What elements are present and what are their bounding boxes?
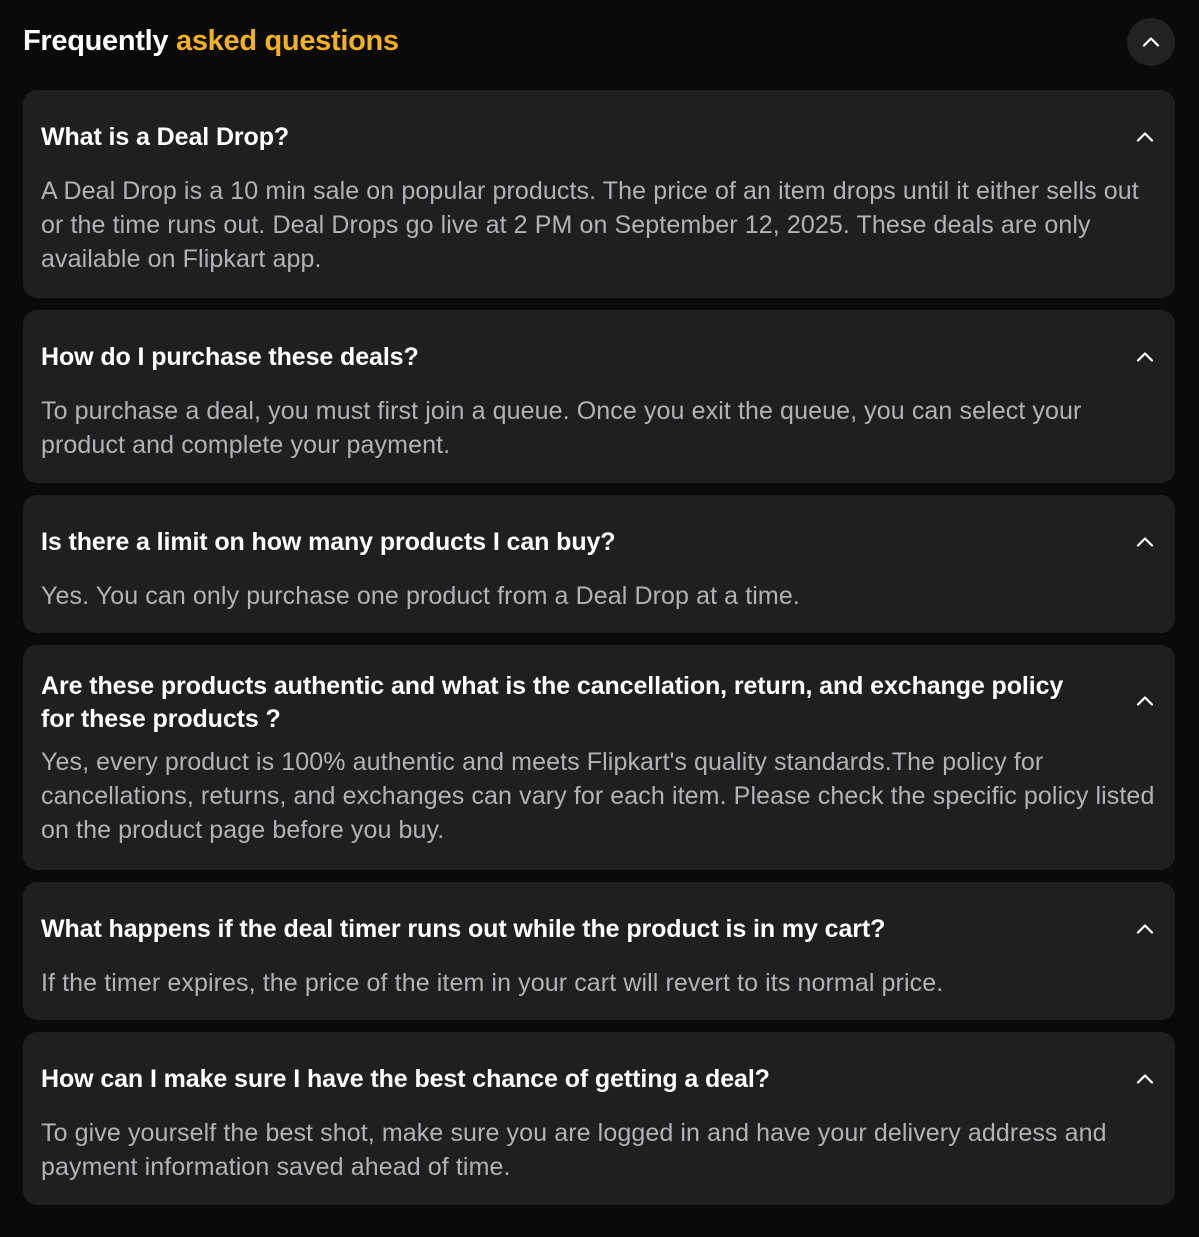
faq-answer: Yes, every product is 100% authentic and meets Flipkart's quality standards.The policy for cancellations, returns, and exchanges can vary for each item. Please check the specific policy listed on the product page before you buy. [41, 748, 1155, 844]
faq-item[interactable] [23, 882, 1175, 1020]
faq-question-row[interactable] [41, 882, 1157, 976]
faq-header [23, 0, 1175, 90]
title-plain: Frequently [23, 24, 169, 57]
faq-answer: To purchase a deal, you must first join a queue. Once you exit the queue, you can select your product and complete your payment. [41, 397, 1082, 459]
faq-question: Is there a limit on how many products I can buy? [41, 527, 616, 556]
faq-question-row[interactable] [41, 90, 1157, 184]
faq-question: What happens if the deal timer runs out while the product is in my cart? [41, 914, 886, 943]
chevron-up-icon[interactable] [1127, 339, 1163, 375]
faq-item[interactable] [23, 310, 1175, 483]
chevron-up-icon[interactable] [1127, 524, 1163, 560]
title-accent: asked questions [176, 24, 399, 57]
faq-question-row[interactable] [41, 1032, 1157, 1126]
faq-question-row[interactable] [41, 310, 1157, 404]
faq-item[interactable] [23, 495, 1175, 633]
faq-item[interactable] [23, 645, 1175, 870]
chevron-up-icon[interactable] [1127, 119, 1163, 155]
page-title [23, 25, 399, 58]
faq-question-row[interactable] [41, 645, 1157, 757]
faq-question: How do I purchase these deals? [41, 342, 419, 371]
chevron-up-icon[interactable] [1127, 911, 1163, 947]
faq-answer: Yes. You can only purchase one product from a Deal Drop at a time. [41, 582, 800, 610]
chevron-up-icon[interactable] [1127, 683, 1163, 719]
faq-question: What is a Deal Drop? [41, 122, 290, 151]
faq-answer: To give yourself the best shot, make sure you are logged in and have your delivery address and payment information saved ahead of time. [41, 1119, 1107, 1181]
faq-item[interactable] [23, 1032, 1175, 1205]
collapse-all-button[interactable] [1127, 18, 1175, 66]
chevron-up-icon [1141, 32, 1161, 52]
faq-question: Are these products authentic and what is the cancellation, return, and exchange policy for these products ? [41, 672, 1064, 733]
faq-question-row[interactable] [41, 495, 1157, 589]
faq-answer: A Deal Drop is a 10 min sale on popular products. The price of an item drops until it either sells out or the time runs out. Deal Drops go live at 2 PM on September 12, 2025. These deals are only available on Flipkart app. [41, 177, 1139, 273]
faq-item[interactable] [23, 90, 1175, 298]
faq-answer: If the timer expires, the price of the item in your cart will revert to its normal price. [41, 969, 944, 997]
faq-question: How can I make sure I have the best chance of getting a deal? [41, 1064, 770, 1093]
chevron-up-icon[interactable] [1127, 1061, 1163, 1097]
